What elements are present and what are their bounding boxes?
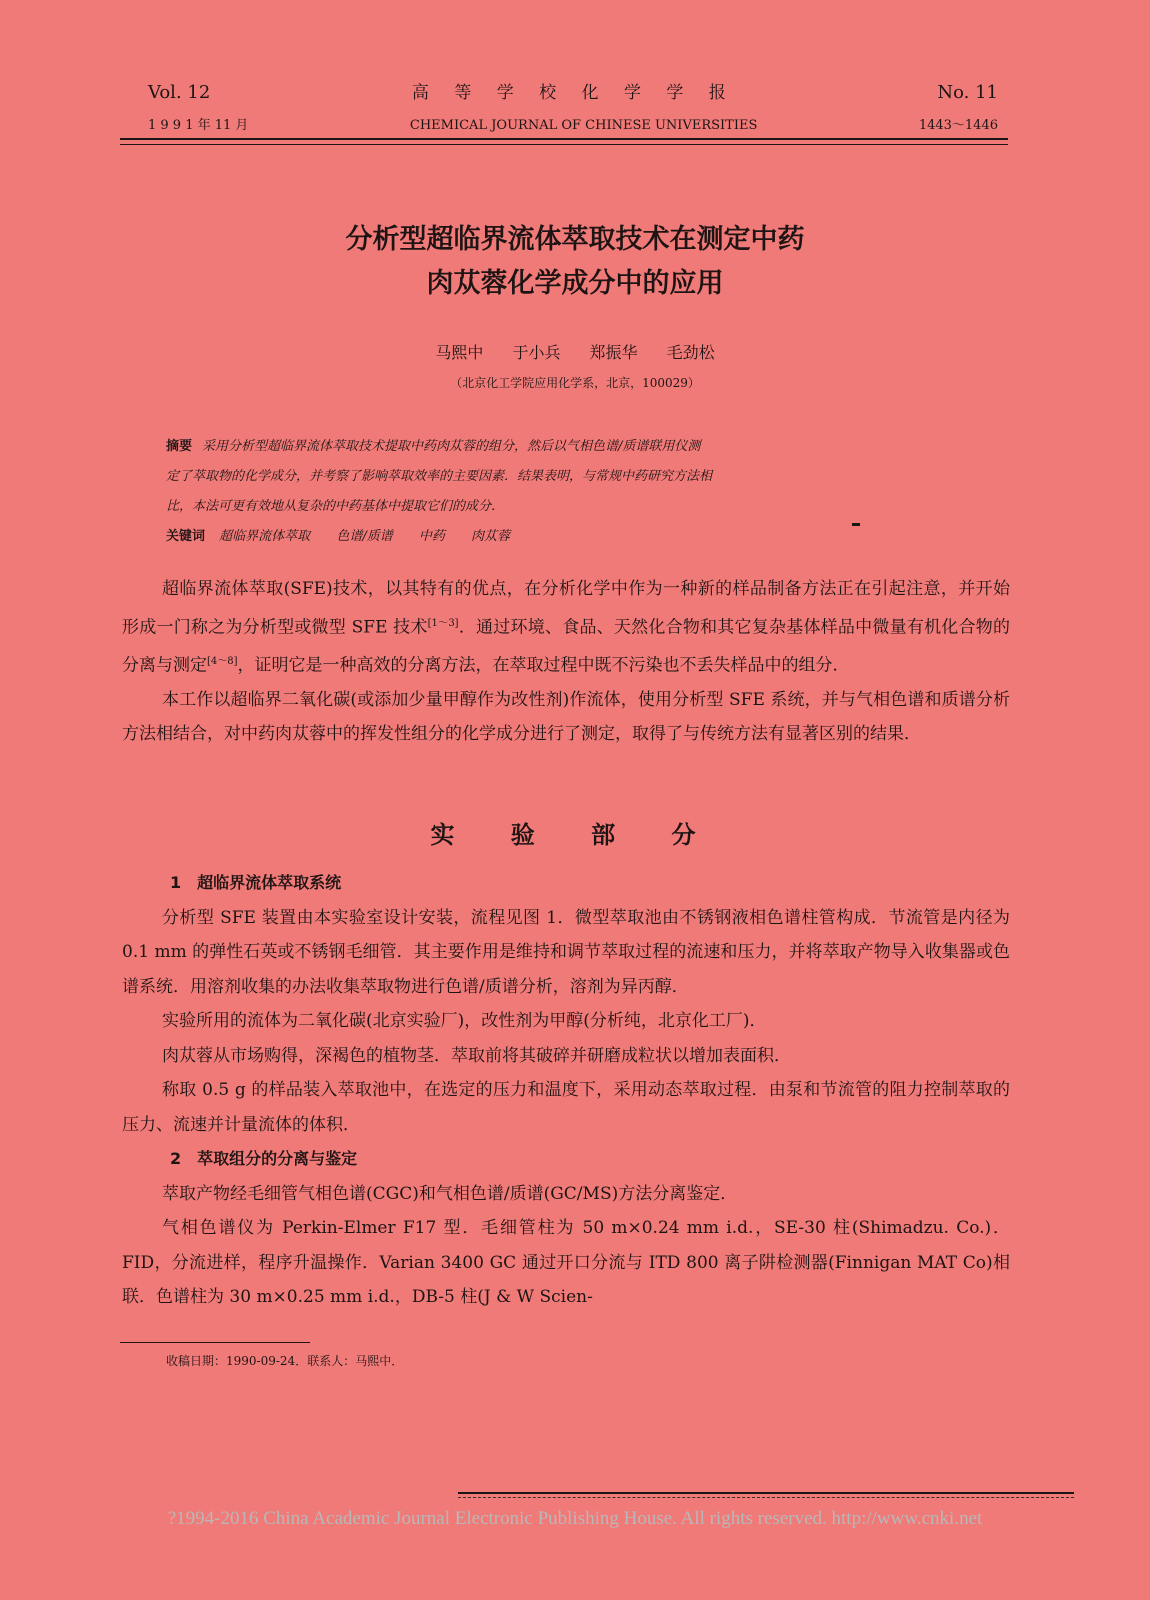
author: 郑振华 — [589, 343, 638, 362]
author: 马熙中 — [435, 343, 484, 362]
bottom-rule — [458, 1492, 1074, 1494]
volume: Vol. 12 — [148, 82, 211, 103]
footnote-rule — [120, 1342, 310, 1343]
title-line-1: 分析型超临界流体萃取技术在测定中药 — [345, 224, 805, 255]
paragraph: 本工作以超临界二氧化碳(或添加少量甲醇作为改性剂)作流体，使用分析型 SFE 系统，并与气相色谱和质谱分析方法相结合，对中药肉苁蓉中的挥发性组分的化学成分进行了测定，取得了与传统方法有显著区别的结果． — [122, 689, 1010, 745]
copyright-notice: ?1994-2016 China Academic Journal Electronic Publishing House. All rights reserved. http://www.cnki.net — [167, 1508, 983, 1529]
footnote: 收稿日期：1990-09-24．联系人：马熙中． — [166, 1354, 404, 1368]
text-run: ．通过环境、食品、天然化合物和其它复杂基体样品中微量有机化合物的分离与测定 — [122, 617, 1010, 676]
keyword: 色谱/质谱 — [336, 529, 393, 544]
title-line-2: 肉苁蓉化学成分中的应用 — [426, 268, 724, 299]
abstract-line: 定了萃取物的化学成分，并考察了影响萃取效率的主要因素．结果表明，与常规中药研究方法相 — [166, 469, 713, 484]
author-list — [0, 340, 1150, 363]
subsection-heading — [122, 866, 1010, 901]
paragraph: 分析型 SFE 装置由本实验室设计安装，流程见图 1．微型萃取池由不锈钢液相色谱柱管构成．节流管是内径为 0.1 mm 的弹性石英或不锈钢毛细管．其主要作用是维持和调节萃取过程的流速和压力，并将萃取产物导入收集器或色谱系统．用溶剂收集的办法收集萃取物进行色谱/质谱分析，溶剂为异丙醇． — [122, 907, 1010, 997]
abstract — [166, 432, 976, 552]
citation: [4～8] — [207, 655, 238, 667]
header-rule-thin — [120, 144, 1008, 145]
author: 毛劲松 — [666, 343, 715, 362]
affiliation: （北京化工学院应用化学系，北京，100029） — [450, 376, 700, 390]
subsection-number: 1 — [170, 873, 182, 892]
bottom-rule-dashed — [458, 1497, 1074, 1498]
subsection-heading — [122, 1142, 1010, 1177]
journal-name-cn: 高 等 学 校 化 学 学 报 — [411, 83, 736, 103]
author: 于小兵 — [512, 343, 561, 362]
keyword: 超临界流体萃取 — [219, 529, 311, 544]
paragraph: 萃取产物经毛细管气相色谱(CGC)和气相色谱/质谱(GC/MS)方法分离鉴定． — [162, 1183, 738, 1204]
citation: [1～3] — [427, 617, 459, 629]
section-title: 实 验 部 分 — [430, 821, 720, 849]
subsection-title: 萃取组分的分离与鉴定 — [197, 1149, 358, 1168]
keyword: 中药 — [418, 529, 445, 544]
paragraph: 肉苁蓉从市场购得，深褐色的植物茎．萃取前将其破碎并研磨成粒状以增加表面积． — [162, 1045, 791, 1066]
text-run: ，证明它是一种高效的分离方法，在萃取过程中既不污染也不丢失样品中的组分． — [237, 655, 850, 676]
text-run: 超临界流体萃取(SFE)技术，以其特有的优点，在分析化学中作为一种新的样品制备方法正在引起注意，并开始形成一门称之为分析型或微型 SFE 技术 — [122, 579, 1010, 638]
abstract-line: 采用分析型超临界流体萃取技术提取中药肉苁蓉的组分，然后以气相色谱/质谱联用仪测 — [202, 439, 701, 454]
abstract-line: 比，本法可更有效地从复杂的中药基体中提取它们的成分． — [166, 499, 505, 514]
stray-mark — [852, 523, 860, 526]
paragraph — [122, 572, 1010, 683]
paragraph: 气相色谱仪为 Perkin-Elmer F17 型．毛细管柱为 50 m×0.24 mm i.d.，SE-30 柱(Shimadzu. Co.)．FID，分流进样，程序升温操作．Varian 3400 GC 通过开口分流与 ITD 800 离子阱检测器(Finnigan MAT Co)相联．色谱柱为 30 m×0.25 mm i.d.，DB-5 柱(J & W Scien- — [122, 1218, 1010, 1307]
keywords-label: 关键词 — [166, 529, 206, 544]
page-range: 1443～1446 — [918, 118, 998, 133]
keyword: 肉苁蓉 — [471, 529, 511, 544]
journal-header — [148, 78, 998, 134]
paragraph: 实验所用的流体为二氧化碳(北京实验厂)，改性剂为甲醇(分析纯，北京化工厂)． — [162, 1011, 767, 1031]
issue-number: No. 11 — [937, 82, 998, 103]
keywords — [166, 522, 976, 552]
subsection-number: 2 — [170, 1149, 182, 1168]
header-rule-thick — [120, 138, 1008, 140]
journal-name-en: CHEMICAL JOURNAL OF CHINESE UNIVERSITIES — [409, 118, 758, 133]
abstract-label: 摘要 — [166, 439, 193, 454]
introduction — [122, 572, 1010, 752]
paper-title — [0, 218, 1150, 306]
issue-date: 1 9 9 1 年 11 月 — [148, 118, 249, 133]
subsection-title: 超临界流体萃取系统 — [197, 873, 342, 892]
paragraph: 称取 0.5 g 的样品装入萃取池中，在选定的压力和温度下，采用动态萃取过程．由泵和节流管的阻力控制萃取的压力、流速并计量流体的体积． — [122, 1080, 1010, 1135]
experimental-section — [122, 866, 1010, 1315]
